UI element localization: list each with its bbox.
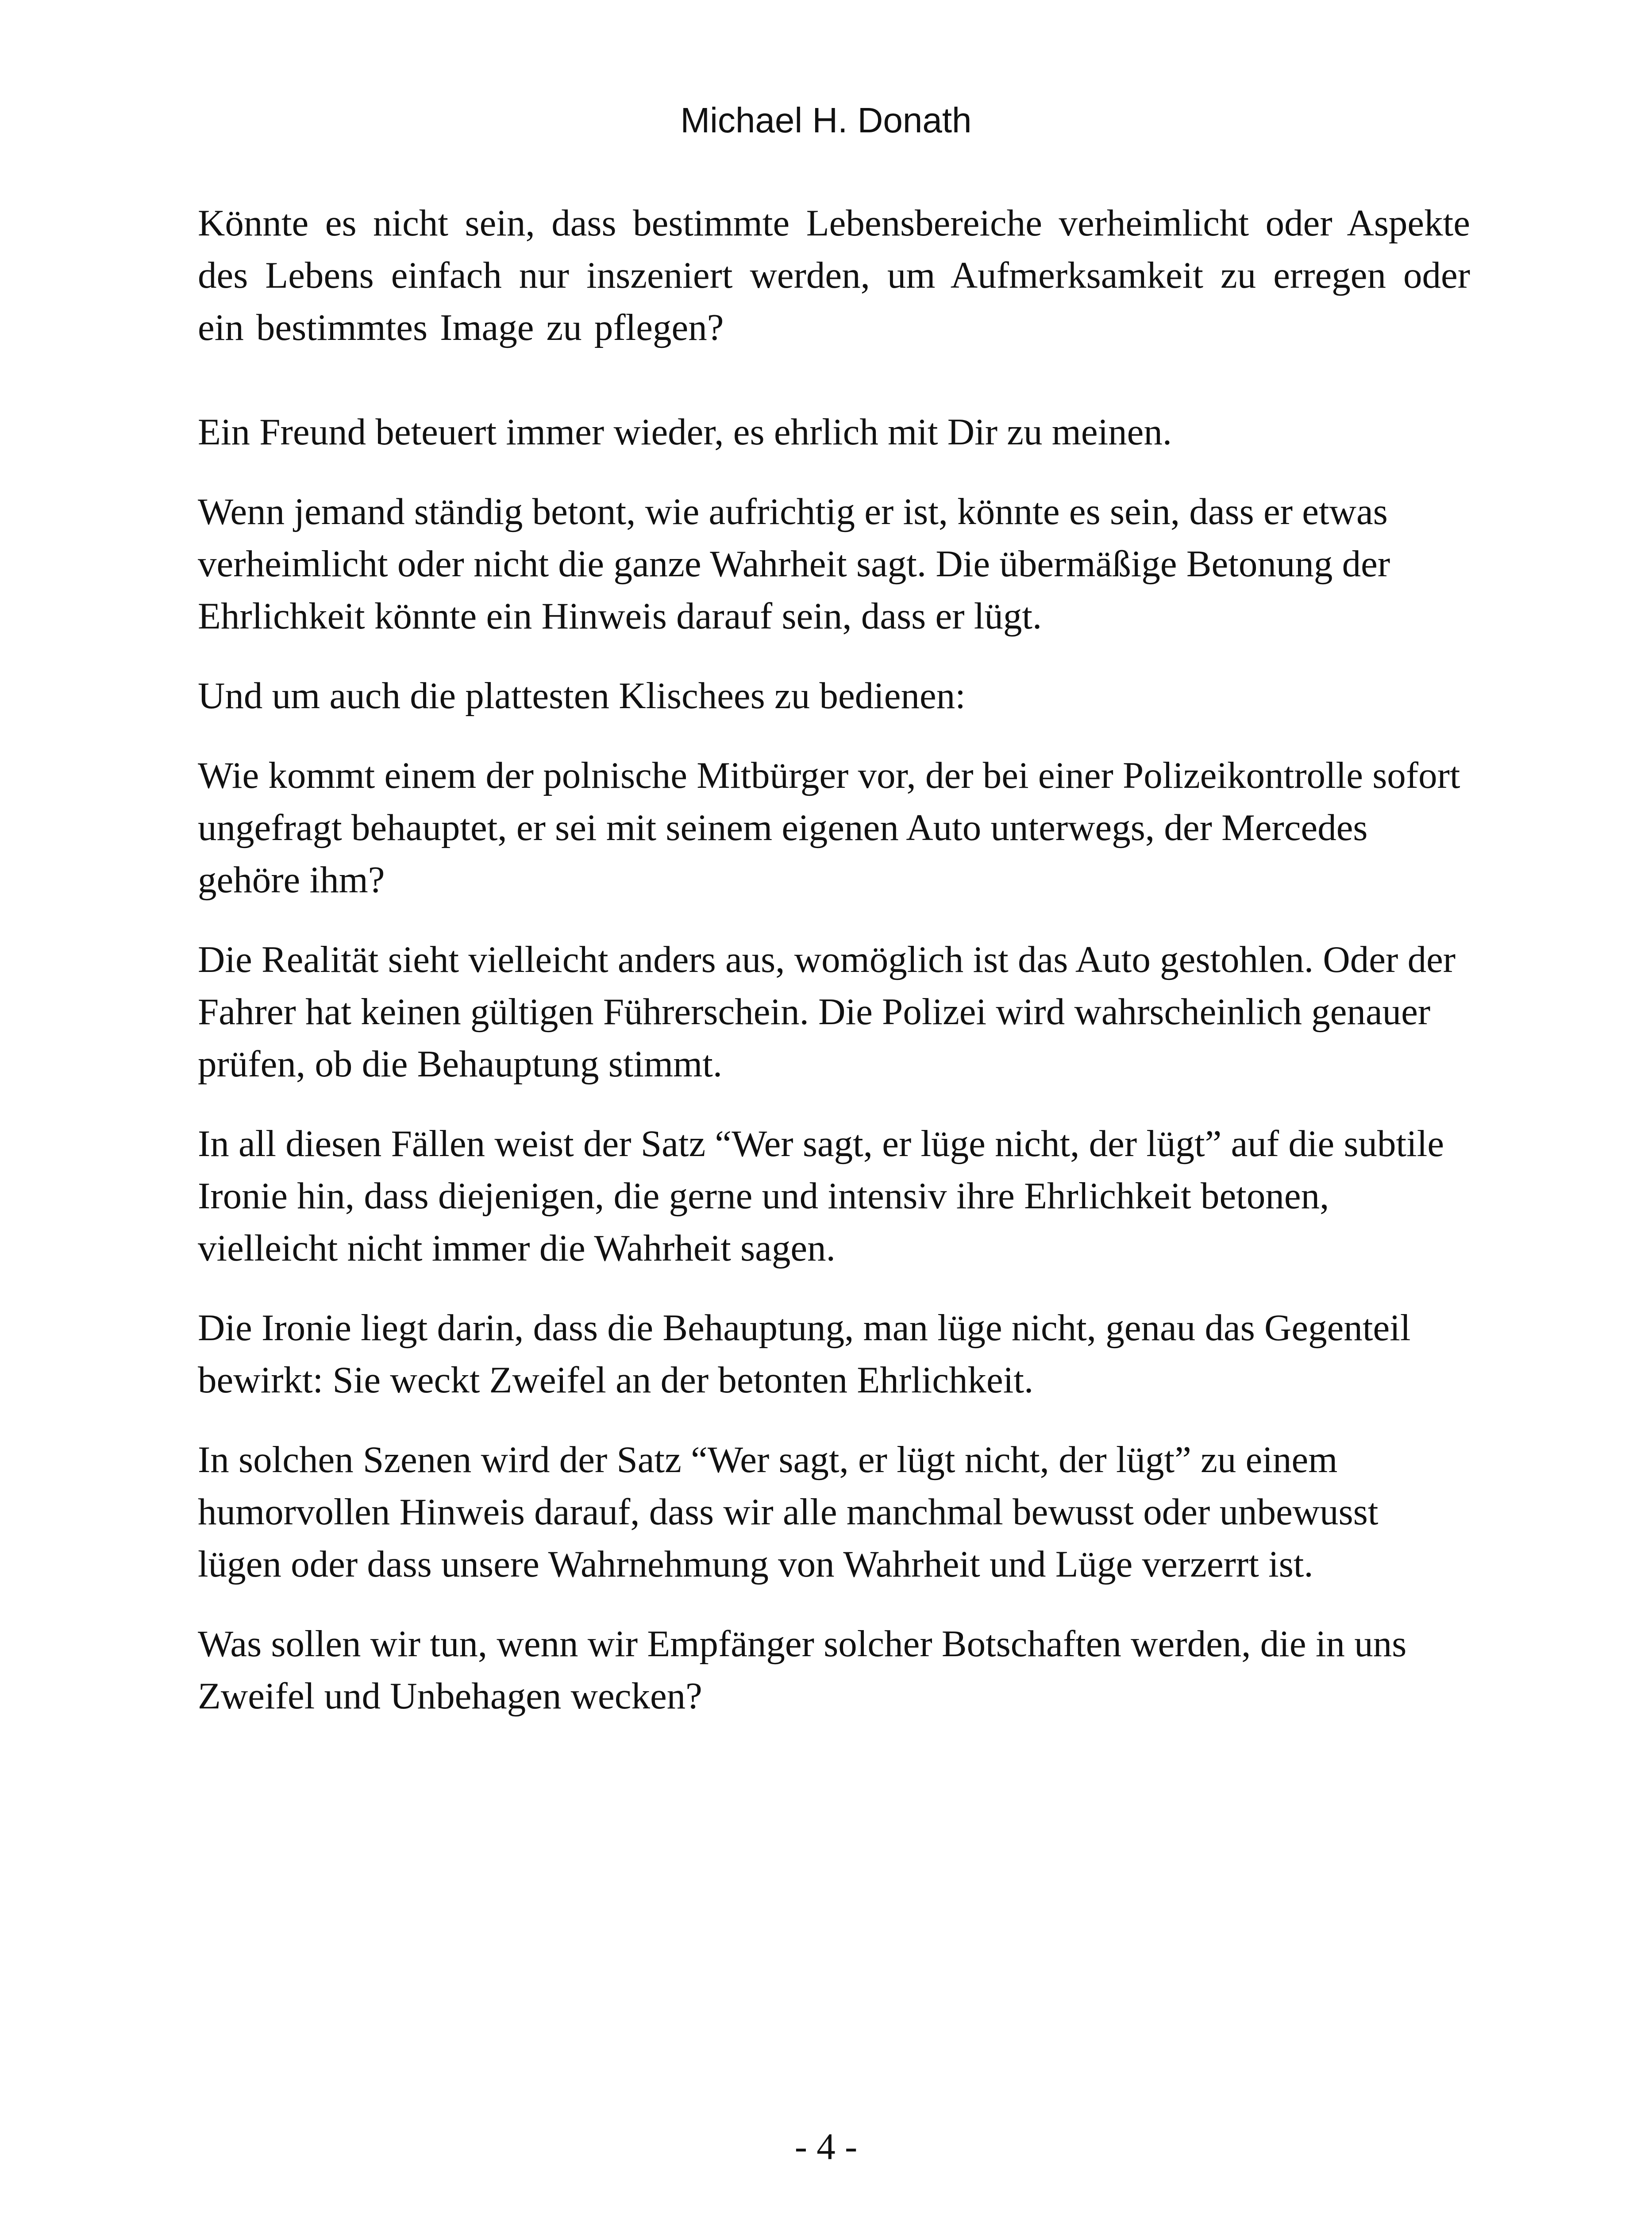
running-header-author: Michael H. Donath: [680, 100, 972, 140]
page-number: - 4 -: [794, 2126, 858, 2167]
paragraph-9: In solchen Szenen wird der Satz “Wer sagt, er lügt nicht, der lügt” zu einem humorvollen Hinweis darauf, dass wir alle manchmal bewusst oder unbewusst lügen oder dass unsere Wahrnehmung von Wahrheit und Lüge verzerrt ist.: [198, 1439, 1379, 1585]
body-text: [198, 197, 1470, 1750]
paragraph-5: Wie kommt einem der polnische Mitbürger vor, der bei einer Polizeikontrolle sofort ungefragt behauptet, er sei mit seinem eigenen Auto unterwegs, der Mercedes gehöre ihm?: [198, 755, 1460, 901]
paragraph-10: Was sollen wir tun, wenn wir Empfänger solcher Botschaften werden, die in uns Zweifel und Unbehagen wecken?: [198, 1623, 1407, 1717]
paragraph-3: Wenn jemand ständig betont, wie aufrichtig er ist, könnte es sein, dass er etwas verheimlicht oder nicht die ganze Wahrheit sagt. Die übermäßige Betonung der Ehrlichkeit könnte ein Hinweis darauf sein, dass er lügt.: [198, 491, 1390, 637]
paragraph-2: Ein Freund beteuert immer wieder, es ehrlich mit Dir zu meinen.: [198, 411, 1172, 453]
paragraph-1: Könnte es nicht sein, dass bestimmte Lebensbereiche verheimlicht oder Aspekte des Lebens einfach nur inszeniert werden, um Aufmerksamkeit zu erregen oder ein bestimmtes Image zu pflegen?: [198, 202, 1470, 348]
paragraph-7: In all diesen Fällen weist der Satz “Wer sagt, er lüge nicht, der lügt” auf die subtile Ironie hin, dass diejenigen, die gerne und intensiv ihre Ehrlichkeit betonen, vielleicht nicht immer die Wahrheit sagen.: [198, 1123, 1444, 1269]
paragraph-8: Die Ironie liegt darin, dass die Behauptung, man lüge nicht, genau das Gegenteil bewirkt: Sie weckt Zweifel an der betonten Ehrlichkeit.: [198, 1307, 1411, 1401]
paragraph-6: Die Realität sieht vielleicht anders aus, womöglich ist das Auto gestohlen. Oder der Fahrer hat keinen gültigen Führerschein. Die Polizei wird wahrscheinlich genauer prüfen, ob die Behauptung stimmt.: [198, 939, 1456, 1085]
paragraph-4: Und um auch die plattesten Klischees zu bedienen:: [198, 675, 966, 717]
